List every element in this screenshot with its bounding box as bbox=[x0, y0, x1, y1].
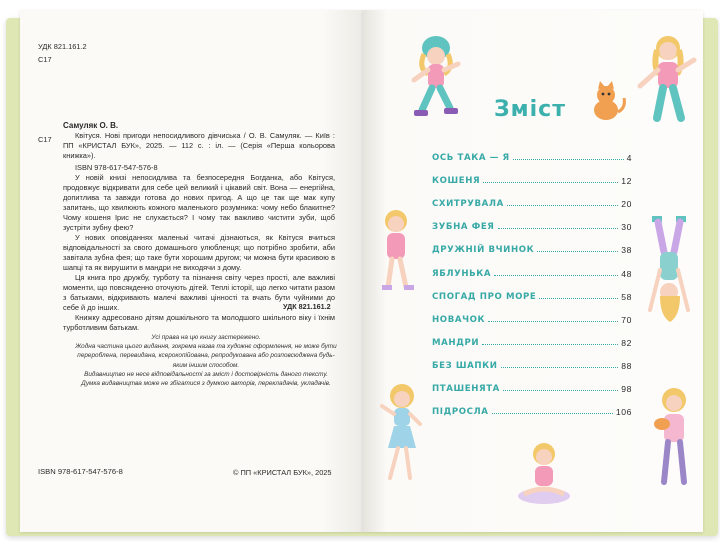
toc-leader-dots bbox=[537, 251, 618, 252]
toc-entry bbox=[432, 172, 632, 186]
girl-holding-cat-illustration bbox=[646, 384, 702, 494]
toc-entry bbox=[432, 149, 632, 163]
rights-line: Видавництво не несе відповідальності за зміст і достовірність даного тексту. bbox=[84, 370, 328, 378]
toc-entry-title: МАНДРИ bbox=[432, 337, 480, 348]
toc-entry-page: 106 bbox=[615, 407, 632, 418]
toc-leader-dots bbox=[539, 298, 618, 299]
toc-entry-title: НОВАЧОК bbox=[432, 314, 486, 325]
toc-leader-dots bbox=[513, 159, 624, 160]
catalog-author: Самуляк О. В. bbox=[63, 121, 119, 130]
rights-line: Думка видавництва може не збігатися з думкою авторів, перекладачів, укладачів. bbox=[81, 380, 331, 388]
toc-heading: Зміст bbox=[494, 97, 566, 122]
toc-entry bbox=[432, 218, 632, 232]
copyright-line: © ПП «КРИСТАЛ БУК», 2025 bbox=[233, 468, 332, 477]
toc-entry bbox=[432, 380, 632, 394]
toc-entry-page: 12 bbox=[621, 176, 632, 187]
cat-illustration bbox=[586, 80, 626, 126]
author-sign-top: С17 bbox=[38, 55, 52, 64]
toc-entry-title: ЯБЛУНЬКА bbox=[432, 268, 492, 279]
toc-entry-title: КОШЕНЯ bbox=[432, 176, 481, 187]
annotation-paragraph: У новій книзі непосидлива та безпосередня Богданка, або Квітуся, продовжує відкривати для себе цей великий і цікавий світ. Вона — енергійна, допитлива та завжди готова до нових пригод. А що це так ще мак купу запитань, що хвилюють кожного маленького розумника: чому небо блакитне? Чому кошеня Ірис не слухається? І чому так важливо чистити зуби, щоб зустріти зубну фею? bbox=[63, 173, 335, 232]
toc-leader-dots bbox=[501, 367, 619, 368]
rights-notice bbox=[75, 333, 337, 388]
toc-entry-page: 58 bbox=[621, 291, 632, 302]
toc-entry-title: ЗУБНА ФЕЯ bbox=[432, 222, 495, 233]
girl-rollerskating-illustration bbox=[396, 32, 476, 132]
toc-entry bbox=[432, 311, 632, 325]
girl-dancing-illustration bbox=[372, 378, 432, 488]
girl-leaning-illustration bbox=[368, 205, 428, 295]
toc-entry bbox=[432, 357, 632, 371]
rights-line: Усі права на цю книгу застережено. bbox=[151, 334, 261, 341]
annotation-paragraph: Книжку адресовано дітям дошкільного та молодшого шкільного віку і їхнім турботливим батькам. bbox=[63, 313, 335, 332]
toc-entry-page: 20 bbox=[621, 199, 632, 210]
toc-entry-title: ДРУЖНІЙ ВЧИНОК bbox=[432, 245, 535, 256]
annotation-paragraph: У нових оповіданнях маленькі читачі дізнаються, як Квітуся вчиться відповідальності за свого домашнього улюбленця; що потрібно зробити, аби завітала зубна фея; що таке бути хорошим другом; чи можна бути красивою в шапці та як вирушити в мандри не виходячи з дому. bbox=[63, 233, 335, 272]
toc-entry bbox=[432, 265, 632, 279]
toc-entry-page: 30 bbox=[621, 222, 632, 233]
toc-entry bbox=[432, 334, 632, 348]
toc-leader-dots bbox=[498, 228, 619, 229]
toc-entry-title: ПТАШЕНЯТА bbox=[432, 384, 500, 394]
toc-entry bbox=[432, 241, 632, 255]
catalog-isbn: ISBN 978-617-547-576-8 bbox=[75, 163, 158, 172]
toc-leader-dots bbox=[507, 205, 618, 206]
toc-entry bbox=[432, 195, 632, 209]
toc-entry-title: БЕЗ ШАПКИ bbox=[432, 360, 498, 371]
rights-line: Жодна частина цього видання, зокрема назва та художнє оформлення, не може бути перероблена, перевидана, ксерокопійована, репродукована або розповсюджена будь-яким іншим способом. bbox=[75, 343, 337, 369]
girl-pink-sweater-illustration bbox=[628, 30, 708, 130]
toc-entry-page: 82 bbox=[621, 337, 632, 348]
toc-entry-page: 88 bbox=[621, 360, 632, 371]
udk-code-top: УДК 821.161.2 bbox=[38, 42, 87, 51]
toc-entry bbox=[432, 403, 632, 417]
toc-entry-page: 48 bbox=[621, 268, 632, 279]
girl-handstand-illustration bbox=[638, 212, 702, 332]
toc-leader-dots bbox=[488, 321, 618, 322]
toc-entry-title: ОСЬ ТАКА — Я bbox=[432, 153, 510, 163]
toc-entry bbox=[432, 288, 632, 302]
isbn-bottom: ISBN 978-617-547-576-8 bbox=[38, 467, 123, 476]
toc-entry-page: 98 bbox=[621, 384, 632, 394]
toc-entry-title: СХИТРУВАЛА bbox=[432, 199, 504, 210]
toc-entry-page: 38 bbox=[621, 245, 632, 256]
toc-entry-page: 4 bbox=[626, 153, 632, 163]
toc-leader-dots bbox=[494, 275, 618, 276]
author-sign-side: С17 bbox=[38, 135, 52, 144]
toc-entry-title: ПІДРОСЛА bbox=[432, 407, 489, 418]
annotation-paragraph: Ця книга про дружбу, турботу та пізнання світу через прості, але важливі моменти, що повсякденно оточують дітей. Теплі історії, що легко читати разом з батьками, відкривають малечі важливі цінності та вчать бути чуйними до себе й до інших. bbox=[63, 273, 335, 312]
toc-entry-title: СПОГАД ПРО МОРЕ bbox=[432, 291, 537, 302]
girl-sitting-illustration bbox=[512, 440, 576, 510]
toc-leader-dots bbox=[482, 344, 618, 345]
udk-code-right: УДК 821.161.2 bbox=[283, 302, 331, 311]
toc-leader-dots bbox=[483, 182, 618, 183]
toc-entry-page: 70 bbox=[621, 314, 632, 325]
toc-leader-dots bbox=[492, 413, 613, 414]
catalog-entry: Квітуся. Нові пригоди непосидливого дівчиська / О. В. Самуляк. — Київ : ПП «КРИСТАЛ БУК», 2025. — 112 с. : іл. — (Серія «Перша кольорова книжка»). bbox=[63, 131, 335, 160]
toc-leader-dots bbox=[503, 390, 618, 391]
